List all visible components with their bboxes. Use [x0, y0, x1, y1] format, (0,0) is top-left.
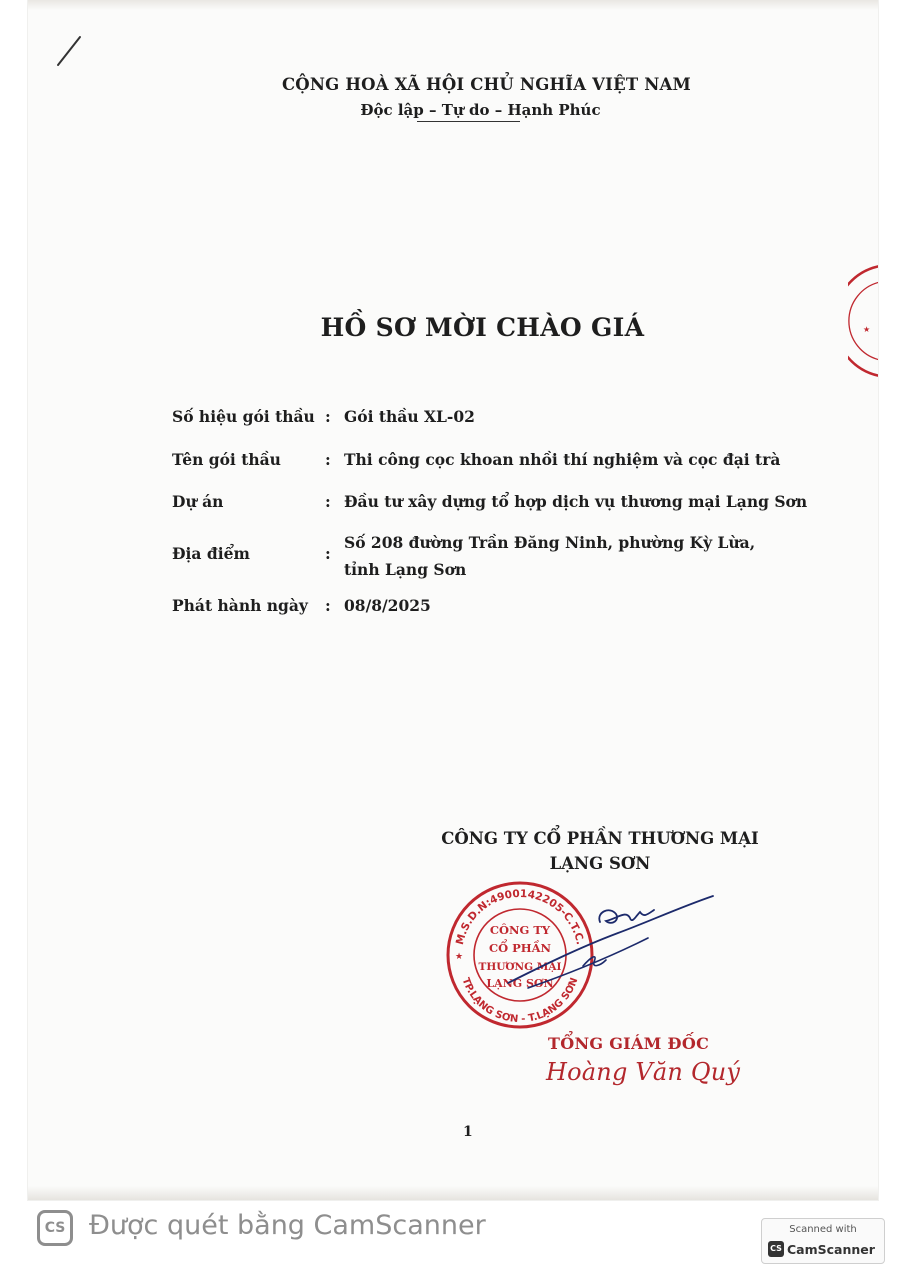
handwritten-signature [498, 888, 718, 1008]
camscanner-badge-caption: Scanned with [789, 1224, 857, 1235]
info-label: Số hiệu gói thầu [172, 407, 315, 426]
national-motto: Độc lập – Tự do – Hạnh Phúc [360, 101, 601, 119]
camscanner-badge [761, 1218, 885, 1264]
camscanner-badge-icon: CS [768, 1241, 784, 1257]
info-label: Phát hành ngày [172, 596, 308, 615]
director-name: Hoàng Văn Quý [546, 1058, 741, 1086]
camscanner-footer-text: Được quét bằng CamScanner [89, 1210, 486, 1241]
director-title: TỔNG GIÁM ĐỐC [548, 1034, 710, 1053]
document-title: HỒ SƠ MỜI CHÀO GIÁ [320, 313, 645, 342]
national-title: CỘNG HOÀ XÃ HỘI CHỦ NGHĨA VIỆT NAM [281, 75, 692, 94]
page-edge-top [28, 0, 878, 10]
stamp-center-line1: CÔNG TY [489, 923, 551, 937]
pen-mark [55, 34, 85, 68]
edge-stamp-star: ★ [863, 325, 871, 334]
info-colon: : [325, 596, 331, 615]
info-label: Dự án [172, 492, 224, 511]
info-value: Gói thầu XL-02 [344, 407, 475, 426]
stamp-star-left: ★ [455, 952, 464, 962]
stamp-center-line3: THƯƠNG MẠI [478, 961, 562, 973]
stamp-center-line2: CỔ PHẦN [488, 941, 552, 955]
info-value: 08/8/2025 [344, 596, 431, 615]
info-value: Số 208 đường Trần Đăng Ninh, phường Kỳ Lừa, tỉnh Lạng Sơn [344, 533, 756, 579]
info-colon: : [325, 492, 331, 511]
partial-edge-stamp [848, 262, 878, 380]
stamp-center-line4: LẠNG SƠN [486, 977, 554, 990]
info-colon: : [325, 407, 331, 426]
info-label: Địa điểm [172, 544, 250, 563]
company-name-line2: LẠNG SƠN [549, 854, 651, 873]
info-label: Tên gói thầu [172, 450, 281, 469]
motto-underline [417, 121, 520, 122]
page-edge-bottom [28, 1186, 878, 1200]
info-value: Thi công cọc khoan nhồi thí nghiệm và cọc đại trà [344, 450, 781, 469]
info-colon: : [325, 544, 331, 563]
stamp-outer-top-text: M.S.D.N:4900142205-C.T.C. [453, 887, 587, 946]
camscanner-logo-icon: CS [37, 1210, 73, 1246]
stamp-outer-bottom-text: TP.LẠNG SƠN - T.LẠNG SƠN [459, 976, 581, 1026]
page-number: 1 [463, 1124, 473, 1140]
info-colon: : [325, 450, 331, 469]
info-value: Đầu tư xây dựng tổ hợp dịch vụ thương mại Lạng Sơn [344, 492, 808, 511]
camscanner-badge-name: CamScanner [787, 1242, 875, 1257]
company-name-line1: CÔNG TY CỔ PHẦN THƯƠNG MẠI [441, 829, 759, 848]
